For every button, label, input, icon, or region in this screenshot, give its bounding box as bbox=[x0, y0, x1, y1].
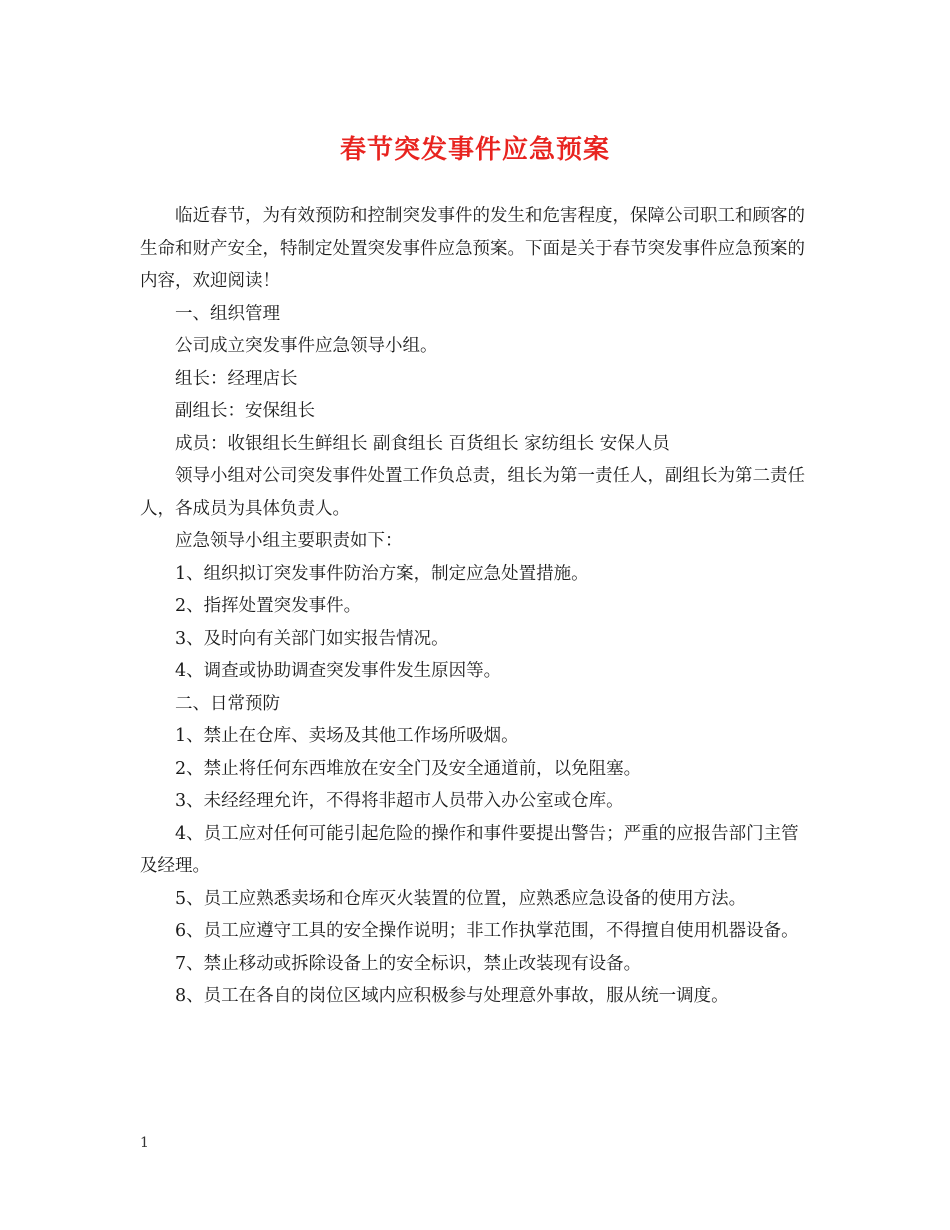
paragraph-intro: 临近春节，为有效预防和控制突发事件的发生和危害程度，保障公司职工和顾客的生命和财产安全，特制定处置突发事件应急预案。下面是关于春节突发事件应急预案的内容，欢迎阅读！ bbox=[140, 206, 805, 291]
paragraph: 领导小组对公司突发事件处置工作负总责，组长为第一责任人，副组长为第二责任人，各成员为具体负责人。 bbox=[140, 466, 805, 519]
paragraph: 成员：收银组长生鲜组长 副食组长 百货组长 家纺组长 安保人员 bbox=[175, 433, 670, 454]
paragraph: 应急领导小组主要职责如下： bbox=[175, 531, 403, 551]
page-number: 1 bbox=[140, 1135, 149, 1151]
document-title: 春节突发事件应急预案 bbox=[339, 135, 610, 165]
list-item: 5、员工应熟悉卖场和仓库灭火装置的位置，应熟悉应急设备的使用方法。 bbox=[175, 888, 747, 909]
list-item: 3、及时向有关部门如实报告情况。 bbox=[175, 628, 449, 649]
list-item: 8、员工在各自的岗位区域内应积极参与处理意外事故，服从统一调度。 bbox=[175, 986, 729, 1006]
list-item: 1、禁止在仓库、卖场及其他工作场所吸烟。 bbox=[175, 726, 519, 746]
paragraph: 副组长：安保组长 bbox=[175, 401, 315, 421]
section-heading-organization: 一、组织管理 bbox=[175, 303, 280, 324]
list-item: 1、组织拟订突发事件防治方案，制定应急处置措施。 bbox=[175, 563, 589, 584]
list-item: 2、禁止将任何东西堆放在安全门及安全通道前，以免阻塞。 bbox=[175, 758, 642, 779]
section-heading-prevention: 二、日常预防 bbox=[175, 693, 280, 714]
list-item: 2、指挥处置突发事件。 bbox=[175, 596, 362, 616]
list-item: 4、员工应对任何可能引起危险的操作和事件要提出警告；严重的应报告部门主管及经理。 bbox=[140, 823, 799, 876]
list-item: 6、员工应遵守工具的安全操作说明；非工作执掌范围，不得擅自使用机器设备。 bbox=[175, 921, 799, 941]
list-item: 4、调查或协助调查突发事件发生原因等。 bbox=[175, 661, 502, 681]
list-item: 3、未经经理允许，不得将非超市人员带入办公室或仓库。 bbox=[175, 791, 624, 811]
paragraph: 公司成立突发事件应急领导小组。 bbox=[175, 336, 438, 356]
list-item: 7、禁止移动或拆除设备上的安全标识，禁止改装现有设备。 bbox=[175, 953, 642, 974]
paragraph: 组长：经理店长 bbox=[175, 368, 298, 389]
document-body bbox=[140, 200, 812, 1013]
